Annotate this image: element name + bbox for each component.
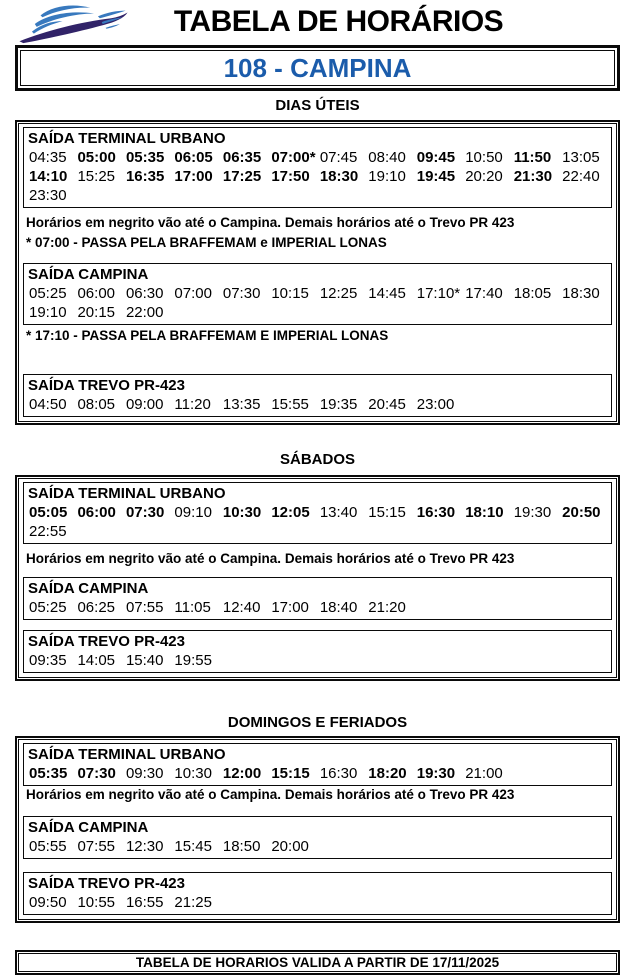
departure-group-title: SAÍDA TERMINAL URBANO bbox=[28, 485, 226, 502]
section-title: DIAS ÚTEIS bbox=[275, 97, 360, 114]
note-text: Horários em negrito vão até o Campina. Demais horários até o Trevo PR 423 bbox=[26, 551, 515, 566]
time-cell: 16:55 bbox=[125, 894, 164, 911]
time-cell: 20:20 bbox=[465, 168, 503, 185]
departure-group bbox=[23, 482, 612, 544]
time-cell: 12:25 bbox=[319, 285, 358, 302]
time-cell: 17:50 bbox=[271, 168, 310, 185]
time-cell: 18:20 bbox=[368, 765, 407, 782]
sections bbox=[15, 97, 620, 923]
time-cell: 11:50 bbox=[513, 149, 552, 166]
time-cell: 06:00 bbox=[77, 285, 116, 302]
time-cell: 09:45 bbox=[416, 149, 456, 166]
time-cell: 19:45 bbox=[416, 168, 456, 185]
time-cell: 07:30 bbox=[222, 285, 261, 302]
time-cell: 13:05 bbox=[562, 149, 600, 166]
time-cell: 07:45 bbox=[319, 149, 358, 166]
swoosh-bird-logo-icon bbox=[15, 2, 133, 46]
time-cell: 15:45 bbox=[174, 838, 212, 855]
time-cell: 04:35 bbox=[29, 149, 67, 166]
time-cell: 09:30 bbox=[125, 765, 164, 782]
time-cell: 11:20 bbox=[174, 396, 211, 413]
note-text: * 07:00 - PASSA PELA BRAFFEMAM e IMPERIAL LONAS bbox=[26, 235, 387, 250]
time-cell: 18:40 bbox=[319, 599, 358, 616]
time-cell: 10:15 bbox=[271, 285, 309, 302]
time-cell: 21:00 bbox=[465, 765, 503, 782]
spacer bbox=[21, 567, 614, 577]
times-grid bbox=[24, 147, 611, 207]
departure-group bbox=[23, 577, 612, 620]
departure-group bbox=[23, 374, 612, 417]
time-cell: 06:05 bbox=[174, 149, 213, 166]
time-cell: 17:40 bbox=[465, 285, 503, 302]
spacer bbox=[21, 344, 614, 374]
times-grid bbox=[24, 650, 611, 672]
time-cell: 12:05 bbox=[271, 504, 310, 521]
time-cell: 05:55 bbox=[29, 838, 67, 855]
time-cell: 06:35 bbox=[222, 149, 262, 166]
times-grid bbox=[24, 283, 611, 324]
section-frame-inner bbox=[18, 478, 617, 678]
time-cell: 17:00 bbox=[271, 599, 309, 616]
time-cell: 09:00 bbox=[125, 396, 164, 413]
time-cell: 05:00 bbox=[77, 149, 116, 166]
time-cell: 21:25 bbox=[174, 894, 212, 911]
time-cell: 20:50 bbox=[562, 504, 601, 521]
route-banner bbox=[15, 45, 620, 91]
time-cell: 10:50 bbox=[465, 149, 503, 166]
spacer bbox=[21, 803, 614, 816]
departure-group-title: SAÍDA CAMPINA bbox=[28, 266, 149, 283]
time-cell: 15:40 bbox=[125, 652, 164, 669]
time-cell: 17:25 bbox=[222, 168, 262, 185]
time-cell: 13:35 bbox=[222, 396, 261, 413]
spacer bbox=[21, 859, 614, 872]
departure-group-title: SAÍDA TERMINAL URBANO bbox=[28, 746, 226, 763]
time-cell: 22:55 bbox=[29, 523, 67, 540]
day-section bbox=[15, 714, 620, 923]
validity-banner bbox=[15, 950, 620, 975]
page-header bbox=[15, 0, 620, 45]
time-cell: 12:00 bbox=[222, 765, 262, 782]
day-section bbox=[15, 97, 620, 425]
time-cell: 23:00 bbox=[416, 396, 455, 413]
time-cell: 09:10 bbox=[174, 504, 212, 521]
time-cell: 21:30 bbox=[513, 168, 553, 185]
times-grid bbox=[24, 892, 611, 914]
time-cell: 19:10 bbox=[29, 304, 67, 321]
time-cell: 09:50 bbox=[29, 894, 67, 911]
time-cell: 17:00 bbox=[174, 168, 213, 185]
time-cell: 23:30 bbox=[29, 187, 67, 204]
time-cell: 14:10 bbox=[29, 168, 68, 185]
note-text: Horários em negrito vão até o Campina. Demais horários até o Trevo PR 423 bbox=[26, 787, 515, 802]
departure-group-title: SAÍDA TREVO PR-423 bbox=[28, 633, 185, 650]
departure-group bbox=[23, 872, 612, 915]
time-cell: 19:30 bbox=[513, 504, 552, 521]
times-grid bbox=[24, 763, 611, 785]
times-grid bbox=[24, 597, 611, 619]
time-cell: 21:20 bbox=[368, 599, 406, 616]
times-grid bbox=[24, 394, 611, 416]
time-cell: 05:05 bbox=[29, 504, 68, 521]
time-cell: 15:15 bbox=[271, 765, 310, 782]
time-cell: 18:10 bbox=[465, 504, 504, 521]
time-cell: 19:10 bbox=[368, 168, 406, 185]
section-frame bbox=[15, 736, 620, 923]
time-cell: 07:00 bbox=[174, 285, 212, 302]
time-cell: 20:15 bbox=[77, 304, 116, 321]
time-cell: 18:30 bbox=[319, 168, 359, 185]
time-cell: 16:35 bbox=[125, 168, 165, 185]
section-title: SÁBADOS bbox=[279, 451, 355, 468]
departure-group bbox=[23, 816, 612, 859]
time-cell: 06:30 bbox=[125, 285, 164, 302]
time-cell: 15:25 bbox=[77, 168, 116, 185]
time-cell: 10:55 bbox=[77, 894, 116, 911]
time-cell: 08:05 bbox=[77, 396, 116, 413]
time-cell: 07:55 bbox=[125, 599, 164, 616]
time-cell: 07:55 bbox=[77, 838, 116, 855]
time-cell: 20:45 bbox=[368, 396, 406, 413]
time-cell: 18:30 bbox=[562, 285, 600, 302]
departure-group bbox=[23, 630, 612, 673]
time-cell: 10:30 bbox=[174, 765, 212, 782]
time-cell: 05:25 bbox=[29, 599, 67, 616]
spacer bbox=[21, 620, 614, 630]
departure-group-title: SAÍDA TREVO PR-423 bbox=[28, 875, 185, 892]
time-cell: 19:30 bbox=[416, 765, 456, 782]
departure-group-title: SAÍDA CAMPINA bbox=[28, 580, 149, 597]
time-cell: 04:50 bbox=[29, 396, 67, 413]
time-cell: 07:00* bbox=[271, 149, 316, 166]
time-cell: 14:05 bbox=[77, 652, 116, 669]
time-cell: 09:35 bbox=[29, 652, 67, 669]
time-cell: 16:30 bbox=[416, 504, 456, 521]
time-cell: 19:35 bbox=[319, 396, 358, 413]
time-cell: 12:30 bbox=[125, 838, 164, 855]
time-cell: 18:05 bbox=[513, 285, 552, 302]
section-frame-inner bbox=[18, 739, 617, 920]
time-cell: 10:30 bbox=[222, 504, 262, 521]
time-cell: 06:00 bbox=[77, 504, 116, 521]
section-frame-inner bbox=[18, 123, 617, 422]
day-section bbox=[15, 451, 620, 681]
departure-group-title: SAÍDA TERMINAL URBANO bbox=[28, 130, 226, 147]
validity-banner-frame bbox=[15, 950, 620, 975]
time-cell: 07:30 bbox=[125, 504, 165, 521]
time-cell: 19:55 bbox=[174, 652, 212, 669]
times-grid bbox=[24, 836, 611, 858]
spacer bbox=[21, 251, 614, 263]
departure-group-title: SAÍDA TREVO PR-423 bbox=[28, 377, 185, 394]
page-title: TABELA DE HORÁRIOS bbox=[173, 5, 504, 38]
departure-group bbox=[23, 263, 612, 325]
departure-group bbox=[23, 127, 612, 208]
time-cell: 22:00 bbox=[125, 304, 164, 321]
note-text: Horários em negrito vão até o Campina. Demais horários até o Trevo PR 423 bbox=[26, 215, 515, 230]
time-cell: 13:40 bbox=[319, 504, 358, 521]
time-cell: 17:10* bbox=[416, 285, 461, 302]
time-cell: 15:15 bbox=[368, 504, 406, 521]
validity-text: TABELA DE HORARIOS VALIDA A PARTIR DE 17/11/2025 bbox=[18, 953, 617, 972]
time-cell: 12:40 bbox=[222, 599, 261, 616]
time-cell: 05:35 bbox=[29, 765, 68, 782]
time-cell: 05:35 bbox=[125, 149, 165, 166]
time-cell: 15:55 bbox=[271, 396, 309, 413]
time-cell: 20:00 bbox=[271, 838, 309, 855]
time-cell: 11:05 bbox=[174, 599, 211, 616]
time-cell: 08:40 bbox=[368, 149, 406, 166]
note-text: * 17:10 - PASSA PELA BRAFFEMAM E IMPERIAL LONAS bbox=[26, 328, 389, 343]
time-cell: 18:50 bbox=[222, 838, 261, 855]
time-cell: 05:25 bbox=[29, 285, 67, 302]
time-cell: 14:45 bbox=[368, 285, 406, 302]
time-cell: 06:25 bbox=[77, 599, 116, 616]
section-title: DOMINGOS E FERIADOS bbox=[227, 714, 408, 731]
route-title: 108 - CAMPINA bbox=[20, 50, 615, 86]
departure-group bbox=[23, 743, 612, 786]
time-cell: 16:30 bbox=[319, 765, 358, 782]
departure-group-title: SAÍDA CAMPINA bbox=[28, 819, 149, 836]
time-cell: 07:30 bbox=[77, 765, 116, 782]
times-grid bbox=[24, 502, 611, 543]
section-frame bbox=[15, 120, 620, 425]
time-cell: 22:40 bbox=[562, 168, 600, 185]
section-frame bbox=[15, 475, 620, 681]
